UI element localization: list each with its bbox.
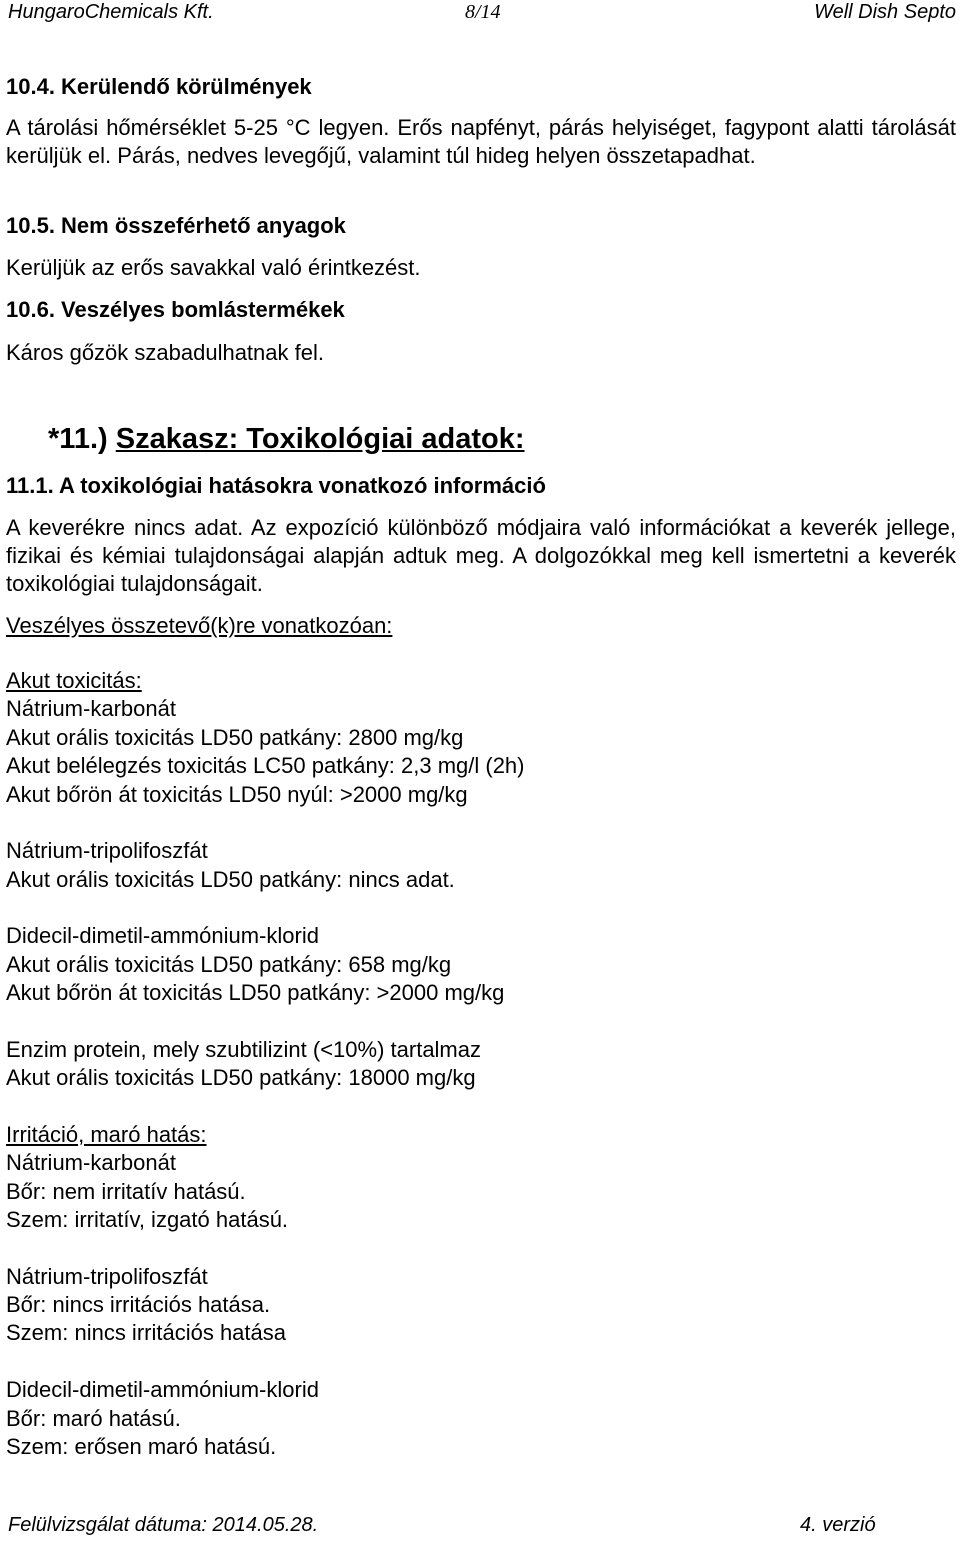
irritation-ddac-skin: Bőr: maró hatású. (6, 1406, 181, 1431)
irritation-na-carbonate-eye: Szem: irritatív, izgató hatású. (6, 1207, 289, 1232)
acute-enzyme-oral: Akut orális toxicitás LD50 patkány: 18000 mg/kg (6, 1065, 476, 1090)
acute-ddac-dermal: Akut bőrön át toxicitás LD50 patkány: >2000 mg/kg (6, 980, 505, 1005)
section-10-6-title: 10.6. Veszélyes bomlástermékek (6, 297, 345, 322)
section-10-4-title: 10.4. Kerülendő körülmények (6, 74, 312, 99)
irritation-ddac-name: Didecil-dimetil-ammónium-klorid (6, 1377, 319, 1402)
irritation-na-carbonate-skin: Bőr: nem irritatív hatású. (6, 1179, 246, 1204)
acute-ddac-name: Didecil-dimetil-ammónium-klorid (6, 923, 319, 948)
section-10-4-text: A tárolási hőmérséklet 5-25 °C legyen. Erős napfényt, párás helyiséget, fagypont alatti tárolását kerüljük el. Párás, nedves levegőjű, valamint túl hideg helyen összetapadhat. (6, 115, 956, 168)
acute-toxicity-heading: Akut toxicitás: (6, 668, 142, 693)
acute-enzyme-name: Enzim protein, mely szubtilizint (<10%) tartalmaz (6, 1037, 481, 1062)
section-11-1-intro: A keverékre nincs adat. Az expozíció különböző módjaira való információkat a keverék jellege, fizikai és kémiai tulajdonságai alapján adtuk meg. A dolgozókkal meg kell ismertetni a keverék toxikológiai tulajdonságait. (6, 515, 956, 596)
acute-tripoly-name: Nátrium-tripolifoszfát (6, 838, 208, 863)
irritation-heading: Irritáció, maró hatás: (6, 1122, 207, 1147)
acute-na-carbonate-name: Nátrium-karbonát (6, 696, 176, 721)
irritation-ddac-eye: Szem: erősen maró hatású. (6, 1434, 277, 1459)
section-11-number: *11.) (48, 423, 108, 455)
footer-revision-date: Felülvizsgálat dátuma: 2014.05.28. (8, 1514, 319, 1536)
acute-na-carbonate-oral: Akut orális toxicitás LD50 patkány: 2800 mg/kg (6, 725, 464, 750)
section-10-6-text: Káros gőzök szabadulhatnak fel. (6, 340, 324, 365)
header-company: HungaroChemicals Kft. (8, 1, 214, 23)
acute-na-carbonate-inhalation: Akut belélegzés toxicitás LC50 patkány: 2,3 mg/l (2h) (6, 753, 525, 778)
header-product: Well Dish Septo (814, 1, 956, 23)
acute-tripoly-oral: Akut orális toxicitás LD50 patkány: nincs adat. (6, 867, 455, 892)
section-11-heading (48, 421, 525, 457)
acute-ddac-oral: Akut orális toxicitás LD50 patkány: 658 mg/kg (6, 952, 452, 977)
hazardous-components-heading: Veszélyes összetevő(k)re vonatkozóan: (6, 613, 393, 638)
section-10-5-title: 10.5. Nem összeférhető anyagok (6, 213, 346, 238)
section-11-title: Szakasz: Toxikológiai adatok: (115, 423, 525, 455)
irritation-tripoly-name: Nátrium-tripolifoszfát (6, 1264, 208, 1289)
header-page-number: 8/14 (465, 1, 501, 23)
acute-na-carbonate-dermal: Akut bőrön át toxicitás LD50 nyúl: >2000 mg/kg (6, 782, 468, 807)
footer-version: 4. verzió (800, 1514, 876, 1536)
irritation-tripoly-eye: Szem: nincs irritációs hatása (6, 1320, 286, 1345)
section-11-1-title: 11.1. A toxikológiai hatásokra vonatkozó információ (6, 473, 546, 498)
section-10-5-text: Kerüljük az erős savakkal való érintkezést. (6, 255, 421, 280)
irritation-na-carbonate-name: Nátrium-karbonát (6, 1150, 176, 1175)
irritation-tripoly-skin: Bőr: nincs irritációs hatása. (6, 1292, 271, 1317)
